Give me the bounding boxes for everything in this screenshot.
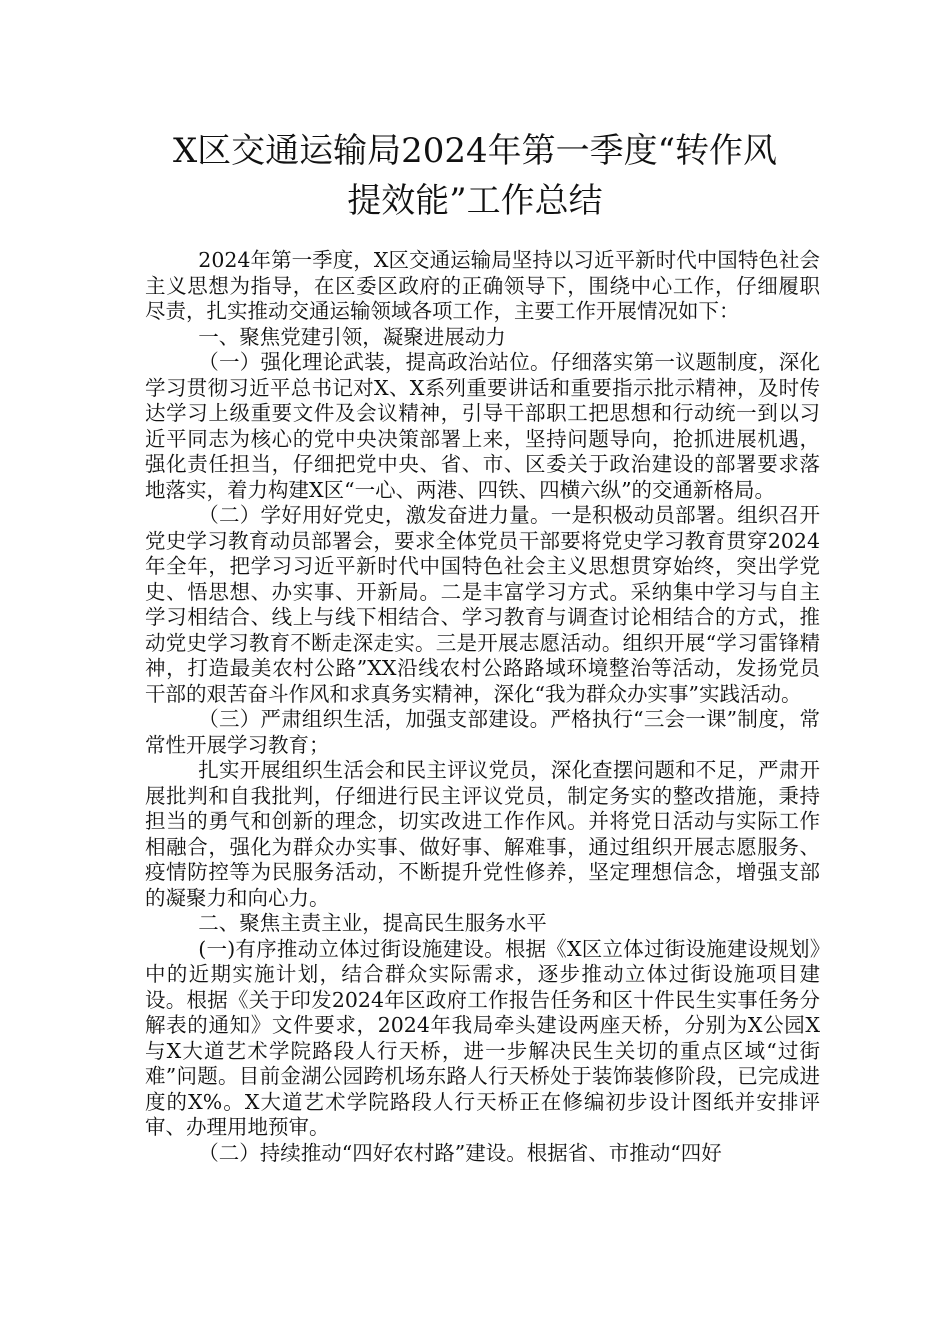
title-line-2: 提效能”工作总结 [347, 181, 603, 221]
paragraph-1-3: （三）严肃组织生活，加强支部建设。严格执行“三会一课”制度，常常性开展学习教育； [145, 707, 820, 757]
paragraph-1-1: （一）强化理论武装，提高政治站位。仔细落实第一议题制度，深化学习贯彻习近平总书记对X、X系列重要讲话和重要指示批示精神，及时传达学习上级重要文件及会议精神，引导干部职工把思想和行动统一到以习近平同志为核心的党中央决策部署上来，坚持问题导向，抢抓进展机遇，强化责任担当，仔细把党中央、省、市、区委关于政治建设的部署要求落地落实，着力构建X区“一心、两港、四铁、四横六纵”的交通新格局。 [145, 350, 820, 502]
section-heading-2: 二、聚焦主责主业，提高民生服务水平 [198, 911, 547, 935]
paragraph-2-2: （二）持续推动“四好农村路”建设。根据省、市推动“四好 [198, 1140, 722, 1165]
paragraph-1-3-cont: 扎实开展组织生活会和民主评议党员，深化查摆问题和不足，严肃开展批判和自我批判，仔细进行民主评议党员，制定务实的整改措施，秉持担当的勇气和创新的理念，切实改进工作作风。并将党日活动与实际工作相融合，强化为群众办实事、做好事、解难事，通过组织开展志愿服务、疫情防控等为民服务活动，不断提升党性修养，坚定理想信念，增强支部的凝聚力和向心力。 [145, 758, 820, 910]
paragraph-1-2: （二）学好用好党史，激发奋进力量。一是积极动员部署。组织召开党史学习教育动员部署会，要求全体党员干部要将党史学习教育贯穿2024年全年，把学习习近平新时代中国特色社会主义思想贯穿始终，突出学党史、悟思想、办实事、开新局。二是丰富学习方式。采纳集中学习与自主学习相结合、线上与线下相结合、学习教育与调查讨论相结合的方式，推动党史学习教育不断走深走实。三是开展志愿活动。组织开展“学习雷锋精神，打造最美农村公路”XX沿线农村公路路域环境整治等活动，发扬党员干部的艰苦奋斗作风和求真务实精神，深化“我为群众办实事”实践活动。 [145, 503, 820, 706]
section-heading-1: 一、聚焦党建引领，凝聚进展动力 [198, 324, 506, 349]
paragraph-2-1: (一)有序推动立体过街设施建设。根据《X区立体过街设施建设规划》中的近期实施计划，结合群众实际需求，逐步推动立体过街设施项目建设。根据《关于印发2024年区政府工作报告任务和区十件民生实事任务分解表的通知》文件要求，2024年我局牵头建设两座天桥，分别为X公园X与X大道艺术学院路段人行天桥，进一步解决民生关切的重点区域“过街难”问题。目前金湖公园跨机场东路人行天桥处于装饰装修阶段，已完成进度的X%。X大道艺术学院路段人行天桥正在修编初步设计图纸并安排评审、办理用地预审。 [145, 936, 820, 1139]
document-body [145, 248, 820, 1166]
page-title [120, 126, 830, 226]
title-line-1: X区交通运输局2024年第一季度“转作风 [172, 131, 778, 171]
intro-paragraph: 2024年第一季度，X区交通运输局坚持以习近平新时代中国特色社会主义思想为指导，在区委区政府的正确领导下，围绕中心工作，仔细履职尽责，扎实推动交通运输领域各项工作，主要工作开展情况如下： [145, 248, 820, 323]
